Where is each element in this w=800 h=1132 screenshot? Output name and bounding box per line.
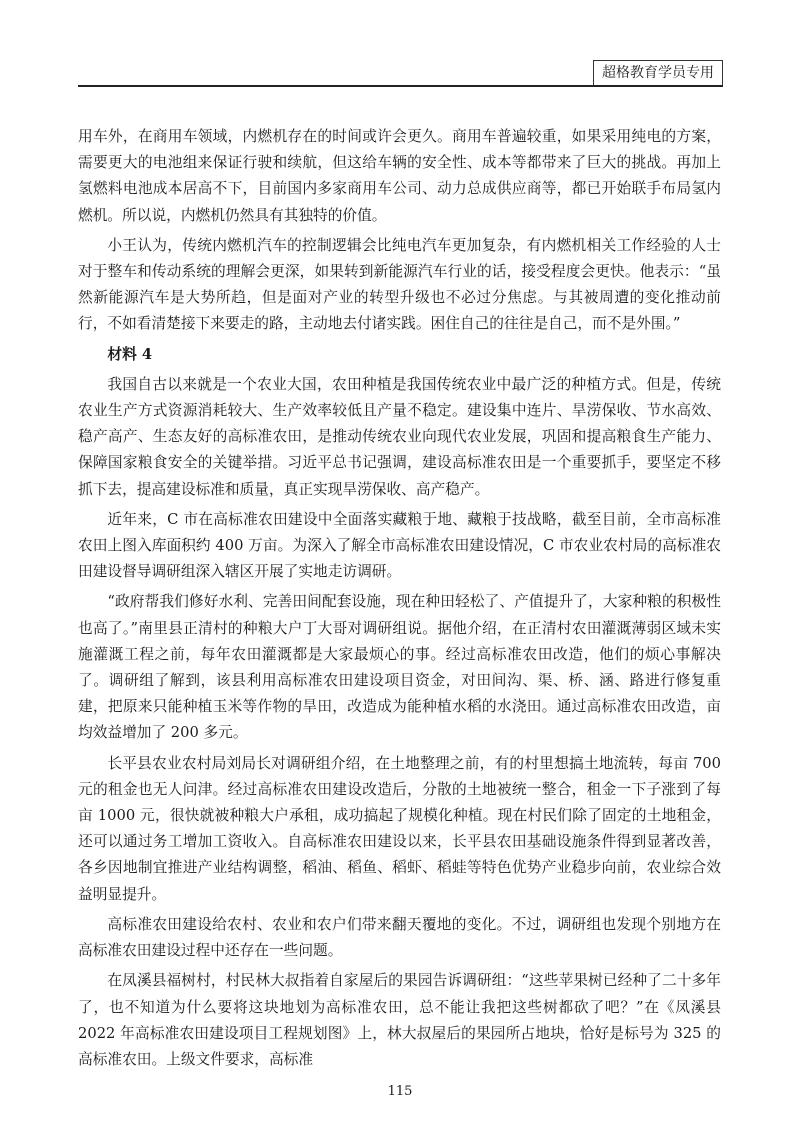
paragraph-4: 近年来，C 市在高标准农田建设中全面落实藏粮于地、藏粮于技战略，截至目前，全市高标准农田上图入库面积约 400 万亩。为深入了解全市高标准农田建设情况，C 市农业农村局的高标准农田建设督导调研组深入辖区开展了实地走访调研。 [78, 510, 721, 581]
section-heading: 材料 4 [107, 345, 153, 363]
paragraph-2: 小王认为，传统内燃机汽车的控制逻辑会比纯电汽车更加复杂，有内燃机相关工作经验的人士对于整车和传动系统的理解会更深，如果转到新能源汽车行业的话，接受程度会更快。他表示：“虽然新能源汽车是大势所趋，但是面对产业的转型升级也不必过分焦虑。与其被周遭的变化推动前行，不如看清楚接下来要走的路，主动地去付诸实践。困住自己的往往是自己，而不是外围。” [78, 236, 721, 333]
paragraph-7: 高标准农田建设给农村、农业和农户们带来翻天覆地的变化。不过，调研组也发现个别地方在高标准农田建设过程中还存在一些问题。 [78, 915, 721, 960]
document-body [78, 124, 721, 1077]
paragraph-8: 在凤溪县福树村，村民林大叔指着自家屋后的果园告诉调研组：“这些苹果树已经种了二十多年了，也不知道为什么要将这块地划为高标准农田，总不能让我把这些树都砍了吧？”在《凤溪县 2022 年高标准农田建设项目工程规划图》上，林大叔屋后的果园所占地块，恰好是标号为 325 的高标准农田。上级文件要求，高标准 [78, 972, 721, 1068]
paragraph-1: 用车外，在商用车领域，内燃机存在的时间或许会更久。商用车普遍较重，如果采用纯电的方案，需要更大的电池组来保证行驶和续航，但这给车辆的安全性、成本等都带来了巨大的挑战。再加上氢燃料电池成本居高不下，目前国内多家商用车公司、动力总成供应商等，都已开始联手布局氢内燃机。所以说，内燃机仍然具有其独特的价值。 [78, 128, 721, 224]
header-rule [78, 85, 723, 87]
paragraph-6: 长平县农业农村局刘局长对调研组介绍，在土地整理之前，有的村里想搞土地流转，每亩 700 元的租金也无人问津。经过高标准农田建设改造后，分散的土地被统一整合，租金一下子涨到了每亩 1000 元，很快就被种粮大户承租，成功搞起了规模化种植。现在村民们除了固定的土地租金，还可以通过务工增加工资收入。自高标准农田建设以来，长平县农田基础设施条件得到显著改善，各乡因地制宜推进产业结构调整，稻油、稻鱼、稻虾、稻蛙等特色优势产业稳步向前，农业综合效益明显提升。 [78, 754, 721, 903]
page-number: 115 [387, 1084, 413, 1099]
header-label: 超格教育学员专用 [593, 60, 723, 86]
paragraph-3: 我国自古以来就是一个农业大国，农田种植是我国传统农业中最广泛的种植方式。但是，传统农业生产方式资源消耗较大、生产效率较低且产量不稳定。建设集中连片、旱涝保收、节水高效、稳产高产、生态友好的高标准农田，是推动传统农业向现代农业发展，巩固和提高粮食生产能力、保障国家粮食安全的关键举措。习近平总书记强调，建设高标准农田是一个重要抓手，要坚定不移抓下去，提高建设标准和质量，真正实现旱涝保收、高产稳产。 [78, 375, 721, 498]
paragraph-5: “政府帮我们修好水利、完善田间配套设施，现在种田轻松了、产值提升了，大家种粮的积极性也高了。”南里县正清村的种粮大户丁大哥对调研组说。据他介绍，在正清村农田灌溉薄弱区域未实施灌溉工程之前，每年农田灌溉都是大家最烦心的事。经过高标准农田改造，他们的烦心事解决了。调研组了解到，该县利用高标准农田建设项目资金，对田间沟、渠、桥、涵、路进行修复重建，把原来只能种植玉米等作物的旱田，改造成为能种植水稻的水浇田。通过高标准农田改造，亩均效益增加了 200 多元。 [78, 593, 721, 742]
